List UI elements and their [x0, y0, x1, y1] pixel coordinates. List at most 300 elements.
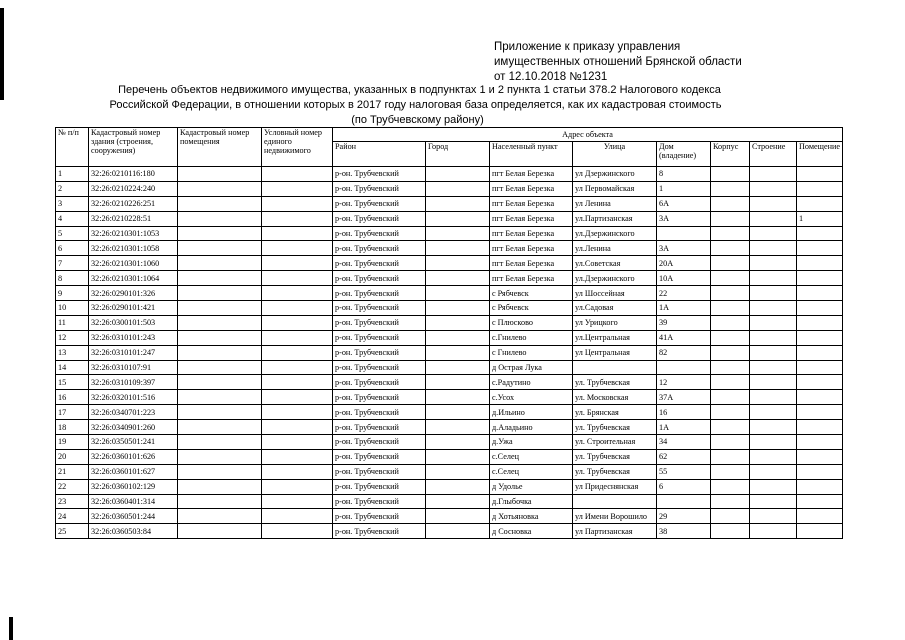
street-cell: ул. Брянская	[573, 405, 657, 420]
district-cell: р-он. Трубчевский	[333, 286, 426, 301]
table-row	[56, 494, 843, 509]
pomeshchenie-cell	[797, 196, 843, 211]
table-row	[56, 167, 843, 182]
table-row	[56, 420, 843, 435]
pomeshchenie-cell	[797, 181, 843, 196]
building-cadastral-cell: 32:26:0210301:1053	[89, 226, 178, 241]
settlement-cell: д Острая Лука	[490, 360, 573, 375]
row-number: 6	[56, 241, 89, 256]
settlement-cell: с.Гнилево	[490, 330, 573, 345]
room-cadastral-cell	[178, 509, 262, 524]
row-number: 4	[56, 211, 89, 226]
table-row	[56, 286, 843, 301]
header-stroenie: Строение	[750, 142, 797, 167]
room-cadastral-cell	[178, 241, 262, 256]
house-cell: 34	[657, 435, 711, 450]
building-cadastral-cell: 32:26:0210116:180	[89, 167, 178, 182]
settlement-cell: с.Селец	[490, 464, 573, 479]
district-cell: р-он. Трубчевский	[333, 449, 426, 464]
korpus-cell	[711, 196, 750, 211]
table-row	[56, 330, 843, 345]
row-number: 13	[56, 345, 89, 360]
header-address: Адрес объекта	[333, 128, 843, 142]
row-number: 3	[56, 196, 89, 211]
stroenie-cell	[750, 435, 797, 450]
korpus-cell	[711, 360, 750, 375]
district-cell: р-он. Трубчевский	[333, 479, 426, 494]
building-cadastral-cell: 32:26:0360101:626	[89, 449, 178, 464]
stroenie-cell	[750, 330, 797, 345]
table-body	[56, 167, 843, 539]
settlement-cell: с Рябчевск	[490, 301, 573, 316]
settlement-cell: д.Аладьино	[490, 420, 573, 435]
header-district: Район	[333, 142, 426, 167]
conditional-number-cell	[262, 271, 333, 286]
header-num: № п/п	[56, 128, 89, 167]
conditional-number-cell	[262, 256, 333, 271]
house-cell: 62	[657, 449, 711, 464]
stroenie-cell	[750, 211, 797, 226]
settlement-cell: д.Глыбочка	[490, 494, 573, 509]
settlement-cell: пгт Белая Березка	[490, 256, 573, 271]
conditional-number-cell	[262, 301, 333, 316]
district-cell: р-он. Трубчевский	[333, 167, 426, 182]
house-cell	[657, 360, 711, 375]
house-cell: 8	[657, 167, 711, 182]
room-cadastral-cell	[178, 464, 262, 479]
stroenie-cell	[750, 360, 797, 375]
table-row	[56, 345, 843, 360]
korpus-cell	[711, 241, 750, 256]
row-number: 15	[56, 375, 89, 390]
city-cell	[426, 345, 490, 360]
room-cadastral-cell	[178, 181, 262, 196]
row-number: 24	[56, 509, 89, 524]
pomeshchenie-cell: 1	[797, 211, 843, 226]
pomeshchenie-cell	[797, 449, 843, 464]
house-cell: 1	[657, 181, 711, 196]
city-cell	[426, 241, 490, 256]
building-cadastral-cell: 32:26:0300101:503	[89, 315, 178, 330]
row-number: 17	[56, 405, 89, 420]
conditional-number-cell	[262, 449, 333, 464]
row-number: 23	[56, 494, 89, 509]
street-cell: ул.Центральная	[573, 330, 657, 345]
settlement-cell: с.Усох	[490, 390, 573, 405]
stroenie-cell	[750, 301, 797, 316]
table-row	[56, 390, 843, 405]
conditional-number-cell	[262, 286, 333, 301]
room-cadastral-cell	[178, 420, 262, 435]
korpus-cell	[711, 226, 750, 241]
conditional-number-cell	[262, 494, 333, 509]
building-cadastral-cell: 32:26:0210301:1060	[89, 256, 178, 271]
street-cell: ул.Ленина	[573, 241, 657, 256]
street-cell: ул.Партизанская	[573, 211, 657, 226]
korpus-cell	[711, 330, 750, 345]
district-cell: р-он. Трубчевский	[333, 345, 426, 360]
district-cell: р-он. Трубчевский	[333, 330, 426, 345]
district-cell: р-он. Трубчевский	[333, 390, 426, 405]
room-cadastral-cell	[178, 315, 262, 330]
room-cadastral-cell	[178, 330, 262, 345]
room-cadastral-cell	[178, 375, 262, 390]
room-cadastral-cell	[178, 167, 262, 182]
korpus-cell	[711, 345, 750, 360]
stroenie-cell	[750, 315, 797, 330]
header-house: Дом (владение)	[657, 142, 711, 167]
district-cell: р-он. Трубчевский	[333, 315, 426, 330]
city-cell	[426, 167, 490, 182]
korpus-cell	[711, 464, 750, 479]
table-row	[56, 375, 843, 390]
house-cell: 20А	[657, 256, 711, 271]
city-cell	[426, 196, 490, 211]
street-cell: ул. Строительная	[573, 435, 657, 450]
district-cell: р-он. Трубчевский	[333, 226, 426, 241]
building-cadastral-cell: 32:26:0310101:243	[89, 330, 178, 345]
conditional-number-cell	[262, 390, 333, 405]
pomeshchenie-cell	[797, 271, 843, 286]
scan-edge-mark	[9, 617, 13, 640]
city-cell	[426, 226, 490, 241]
city-cell	[426, 435, 490, 450]
district-cell: р-он. Трубчевский	[333, 435, 426, 450]
city-cell	[426, 524, 490, 539]
district-cell: р-он. Трубчевский	[333, 211, 426, 226]
row-number: 25	[56, 524, 89, 539]
room-cadastral-cell	[178, 196, 262, 211]
district-cell: р-он. Трубчевский	[333, 181, 426, 196]
settlement-cell: пгт Белая Березка	[490, 271, 573, 286]
settlement-cell: пгт Белая Березка	[490, 181, 573, 196]
korpus-cell	[711, 479, 750, 494]
stroenie-cell	[750, 345, 797, 360]
settlement-cell: д.Ужа	[490, 435, 573, 450]
order-header-line: имущественных отношений Брянской области	[494, 56, 742, 68]
house-cell: 55	[657, 464, 711, 479]
header-conditional-number: Условный номер единого недвижимого	[262, 128, 333, 167]
district-cell: р-он. Трубчевский	[333, 241, 426, 256]
conditional-number-cell	[262, 360, 333, 375]
pomeshchenie-cell	[797, 330, 843, 345]
conditional-number-cell	[262, 181, 333, 196]
district-cell: р-он. Трубчевский	[333, 360, 426, 375]
settlement-cell: д Хотьяновка	[490, 509, 573, 524]
house-cell: 16	[657, 405, 711, 420]
conditional-number-cell	[262, 509, 333, 524]
house-cell: 6А	[657, 196, 711, 211]
district-cell: р-он. Трубчевский	[333, 375, 426, 390]
table-row	[56, 449, 843, 464]
settlement-cell: с Гнилево	[490, 345, 573, 360]
korpus-cell	[711, 375, 750, 390]
table-row	[56, 241, 843, 256]
table-row	[56, 524, 843, 539]
table-row	[56, 271, 843, 286]
pomeshchenie-cell	[797, 256, 843, 271]
district-cell: р-он. Трубчевский	[333, 405, 426, 420]
street-cell: ул. Трубчевская	[573, 375, 657, 390]
conditional-number-cell	[262, 345, 333, 360]
header-city: Город	[426, 142, 490, 167]
conditional-number-cell	[262, 435, 333, 450]
pomeshchenie-cell	[797, 241, 843, 256]
row-number: 9	[56, 286, 89, 301]
pomeshchenie-cell	[797, 464, 843, 479]
street-cell: ул Шоссейная	[573, 286, 657, 301]
stroenie-cell	[750, 241, 797, 256]
korpus-cell	[711, 435, 750, 450]
stroenie-cell	[750, 167, 797, 182]
table-row	[56, 435, 843, 450]
settlement-cell: пгт Белая Березка	[490, 241, 573, 256]
stroenie-cell	[750, 494, 797, 509]
conditional-number-cell	[262, 241, 333, 256]
pomeshchenie-cell	[797, 524, 843, 539]
stroenie-cell	[750, 509, 797, 524]
conditional-number-cell	[262, 464, 333, 479]
city-cell	[426, 420, 490, 435]
settlement-cell: д Удолье	[490, 479, 573, 494]
street-cell: ул Имени Ворошило	[573, 509, 657, 524]
street-cell: ул. Московская	[573, 390, 657, 405]
district-cell: р-он. Трубчевский	[333, 196, 426, 211]
building-cadastral-cell: 32:26:0310101:247	[89, 345, 178, 360]
conditional-number-cell	[262, 405, 333, 420]
district-cell: р-он. Трубчевский	[333, 271, 426, 286]
row-number: 5	[56, 226, 89, 241]
row-number: 2	[56, 181, 89, 196]
city-cell	[426, 286, 490, 301]
korpus-cell	[711, 271, 750, 286]
house-cell: 3А	[657, 211, 711, 226]
building-cadastral-cell: 32:26:0360101:627	[89, 464, 178, 479]
room-cadastral-cell	[178, 226, 262, 241]
building-cadastral-cell: 32:26:0360501:244	[89, 509, 178, 524]
pomeshchenie-cell	[797, 360, 843, 375]
pomeshchenie-cell	[797, 405, 843, 420]
conditional-number-cell	[262, 211, 333, 226]
row-number: 14	[56, 360, 89, 375]
building-cadastral-cell: 32:26:0210226:251	[89, 196, 178, 211]
korpus-cell	[711, 315, 750, 330]
building-cadastral-cell: 32:26:0210301:1064	[89, 271, 178, 286]
header-settlement: Населенный пункт	[490, 142, 573, 167]
street-cell: ул.Дзержинского	[573, 271, 657, 286]
street-cell	[573, 494, 657, 509]
street-cell: ул Дзержинского	[573, 167, 657, 182]
building-cadastral-cell: 32:26:0210301:1058	[89, 241, 178, 256]
street-cell: ул. Трубчевская	[573, 449, 657, 464]
table-row	[56, 464, 843, 479]
settlement-cell: д Сосновка	[490, 524, 573, 539]
house-cell: 37А	[657, 390, 711, 405]
district-cell: р-он. Трубчевский	[333, 509, 426, 524]
korpus-cell	[711, 256, 750, 271]
building-cadastral-cell: 32:26:0310109:397	[89, 375, 178, 390]
pomeshchenie-cell	[797, 226, 843, 241]
table-row	[56, 301, 843, 316]
settlement-cell: пгт Белая Березка	[490, 211, 573, 226]
room-cadastral-cell	[178, 479, 262, 494]
street-cell: ул.Дзержинского	[573, 226, 657, 241]
pomeshchenie-cell	[797, 494, 843, 509]
korpus-cell	[711, 449, 750, 464]
table-row	[56, 196, 843, 211]
row-number: 16	[56, 390, 89, 405]
row-number: 20	[56, 449, 89, 464]
row-number: 22	[56, 479, 89, 494]
city-cell	[426, 405, 490, 420]
stroenie-cell	[750, 479, 797, 494]
district-cell: р-он. Трубчевский	[333, 256, 426, 271]
district-cell: р-он. Трубчевский	[333, 524, 426, 539]
stroenie-cell	[750, 449, 797, 464]
settlement-cell: пгт Белая Березка	[490, 226, 573, 241]
table-row	[56, 226, 843, 241]
room-cadastral-cell	[178, 435, 262, 450]
row-number: 11	[56, 315, 89, 330]
district-cell: р-он. Трубчевский	[333, 301, 426, 316]
house-cell: 1А	[657, 301, 711, 316]
city-cell	[426, 494, 490, 509]
stroenie-cell	[750, 390, 797, 405]
row-number: 18	[56, 420, 89, 435]
pomeshchenie-cell	[797, 509, 843, 524]
street-cell: ул Придеснянская	[573, 479, 657, 494]
street-cell: ул Урицкого	[573, 315, 657, 330]
house-cell: 6	[657, 479, 711, 494]
conditional-number-cell	[262, 196, 333, 211]
table-row	[56, 315, 843, 330]
pomeshchenie-cell	[797, 479, 843, 494]
header-street: Улица	[573, 142, 657, 167]
street-cell: ул.Садовая	[573, 301, 657, 316]
city-cell	[426, 181, 490, 196]
street-cell: ул Первомайская	[573, 181, 657, 196]
room-cadastral-cell	[178, 271, 262, 286]
building-cadastral-cell: 32:26:0340901:260	[89, 420, 178, 435]
street-cell: ул Партизанская	[573, 524, 657, 539]
room-cadastral-cell	[178, 345, 262, 360]
pomeshchenie-cell	[797, 420, 843, 435]
korpus-cell	[711, 420, 750, 435]
building-cadastral-cell: 32:26:0290101:421	[89, 301, 178, 316]
city-cell	[426, 256, 490, 271]
city-cell	[426, 509, 490, 524]
table-row	[56, 509, 843, 524]
header-korpus: Корпус	[711, 142, 750, 167]
city-cell	[426, 390, 490, 405]
building-cadastral-cell: 32:26:0340701:223	[89, 405, 178, 420]
korpus-cell	[711, 390, 750, 405]
city-cell	[426, 271, 490, 286]
korpus-cell	[711, 524, 750, 539]
street-cell: ул Центральная	[573, 345, 657, 360]
korpus-cell	[711, 494, 750, 509]
city-cell	[426, 315, 490, 330]
document-title-line: Российской Федерации, в отношении которых в 2017 году налоговая база определяется, как их кадастровая стоимость	[109, 99, 722, 111]
street-cell: ул.Советская	[573, 256, 657, 271]
row-number: 19	[56, 435, 89, 450]
settlement-cell: с.Селец	[490, 449, 573, 464]
building-cadastral-cell: 32:26:0210224:240	[89, 181, 178, 196]
conditional-number-cell	[262, 524, 333, 539]
pomeshchenie-cell	[797, 435, 843, 450]
row-number: 21	[56, 464, 89, 479]
pomeshchenie-cell	[797, 345, 843, 360]
house-cell: 1А	[657, 420, 711, 435]
stroenie-cell	[750, 464, 797, 479]
row-number: 7	[56, 256, 89, 271]
building-cadastral-cell: 32:26:0320101:516	[89, 390, 178, 405]
house-cell	[657, 226, 711, 241]
conditional-number-cell	[262, 479, 333, 494]
stroenie-cell	[750, 420, 797, 435]
settlement-cell: пгт Белая Березка	[490, 196, 573, 211]
korpus-cell	[711, 181, 750, 196]
stroenie-cell	[750, 256, 797, 271]
city-cell	[426, 330, 490, 345]
stroenie-cell	[750, 181, 797, 196]
house-cell: 39	[657, 315, 711, 330]
building-cadastral-cell: 32:26:0360102:129	[89, 479, 178, 494]
settlement-cell: пгт Белая Березка	[490, 167, 573, 182]
room-cadastral-cell	[178, 286, 262, 301]
house-cell	[657, 494, 711, 509]
room-cadastral-cell	[178, 390, 262, 405]
order-header-line: от 12.10.2018 №1231	[494, 71, 608, 83]
city-cell	[426, 211, 490, 226]
street-cell: ул Ленина	[573, 196, 657, 211]
building-cadastral-cell: 32:26:0360503:84	[89, 524, 178, 539]
city-cell	[426, 301, 490, 316]
pomeshchenie-cell	[797, 286, 843, 301]
street-cell	[573, 360, 657, 375]
stroenie-cell	[750, 196, 797, 211]
room-cadastral-cell	[178, 494, 262, 509]
house-cell: 22	[657, 286, 711, 301]
conditional-number-cell	[262, 226, 333, 241]
table-row	[56, 405, 843, 420]
building-cadastral-cell: 32:26:0290101:326	[89, 286, 178, 301]
header-pomeshchenie: Помещение	[797, 142, 843, 167]
stroenie-cell	[750, 286, 797, 301]
settlement-cell: с Рябчевск	[490, 286, 573, 301]
stroenie-cell	[750, 226, 797, 241]
pomeshchenie-cell	[797, 315, 843, 330]
settlement-cell: д.Ильино	[490, 405, 573, 420]
room-cadastral-cell	[178, 256, 262, 271]
stroenie-cell	[750, 271, 797, 286]
document-title-line: Перечень объектов недвижимого имущества, указанных в подпунктах 1 и 2 пункта 1 статьи 378.2 Налогового кодекса	[118, 84, 721, 96]
document-title-region: (по Трубчевскому району)	[351, 114, 484, 126]
house-cell: 12	[657, 375, 711, 390]
house-cell: 41А	[657, 330, 711, 345]
street-cell: ул. Трубчевская	[573, 464, 657, 479]
pomeshchenie-cell	[797, 167, 843, 182]
korpus-cell	[711, 405, 750, 420]
conditional-number-cell	[262, 420, 333, 435]
korpus-cell	[711, 301, 750, 316]
pomeshchenie-cell	[797, 390, 843, 405]
street-cell: ул. Трубчевская	[573, 420, 657, 435]
district-cell: р-он. Трубчевский	[333, 420, 426, 435]
settlement-cell: с Плюсково	[490, 315, 573, 330]
stroenie-cell	[750, 405, 797, 420]
room-cadastral-cell	[178, 301, 262, 316]
